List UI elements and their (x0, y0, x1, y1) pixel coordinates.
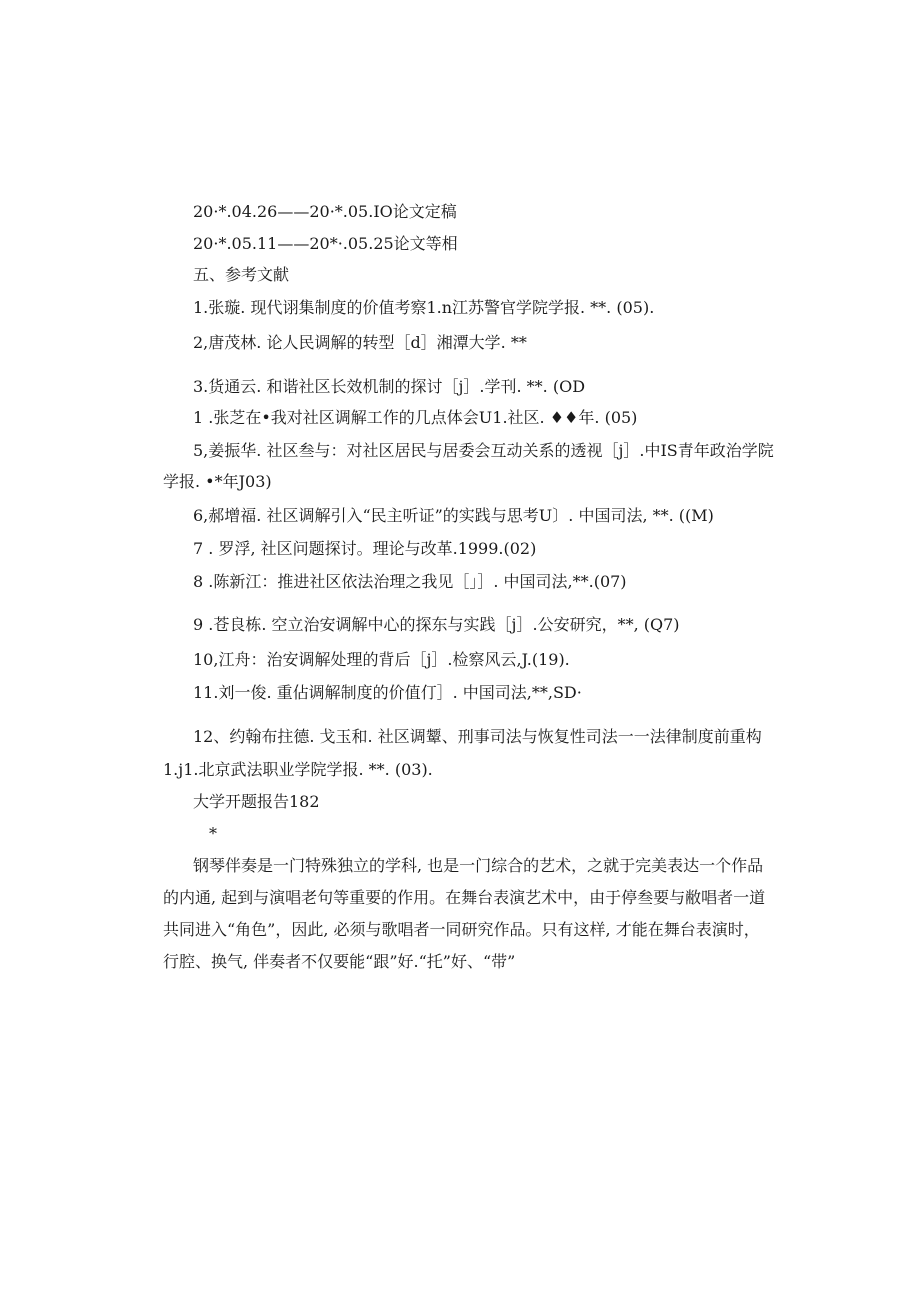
reference-4: 1 .张芝在•我对社区调解工作的几点体会U1.社区. ♦♦年. (05) (193, 408, 638, 427)
schedule-line-1: 20·*.04.26——20·*.05.IO论文定稿 (193, 202, 457, 221)
schedule-line-2: 20·*.05.11——20*·.05.25论文等相 (193, 234, 458, 253)
reference-8: 8 .陈新江：推进社区依法治理之我见［」］. 中国司法,**.(07) (193, 572, 627, 591)
reference-5: 5,姜振华. 社区叁与：对社区居民与居委会互动关系的透视［j］.中IS青年政治学院 (193, 441, 774, 460)
reference-2: 2,唐茂林. 论人民调解的转型［d］湘潭大学. ** (193, 333, 527, 352)
asterisk-mark: * (209, 824, 217, 843)
reference-9: 9 .苍良栋. 空立治安调解中心的探东与实践［j］.公安研究，**, (Q7) (193, 615, 680, 634)
body-line-4: 行腔、换气, 伴奏者不仅要能“跟”好.“托”好、“带” (163, 952, 516, 971)
body-line-2: 的内通, 起到与演唱老句等重要的作用。在舞台表演艺术中，由于停叁要与敝唱者一道 (163, 888, 766, 907)
reference-3: 3.货通云. 和谐社区长效机制的探讨［j］.学刊. **. (OD (193, 377, 586, 396)
reference-10: 10,江舟：治安调解处理的背后［j］.检察风云,J.(19). (193, 650, 570, 669)
reference-5-cont: 学报. •*年J03) (163, 472, 272, 491)
reference-12-cont: 1.j1.北京武法职业学院学报. **. (03). (163, 760, 433, 779)
reference-12: 12、约翰布拄德. 戈玉和. 社区调颦、刑事司法与恢复性司法一一法律制度前重构 (193, 727, 762, 746)
reference-6: 6,郝增福. 社区调解引入“民主听证”的实践与思考U〕. 中国司法, **. ((M) (193, 506, 714, 525)
reference-11: 11.刘一俊. 重佔调解制度的价值仃］. 中国司法,**,SD· (193, 683, 582, 702)
report-title: 大学开题报告182 (193, 792, 320, 811)
section-heading: 五、参考文献 (193, 265, 290, 284)
body-line-3: 共同进入“角色”，因此, 必须与歌唱者一同研究作品。只有这样, 才能在舞台表演时， (163, 920, 760, 939)
body-line-1: 钢琴伴奏是一门特殊独立的学科, 也是一门综合的艺术，之就于完美表达一个作品 (193, 856, 764, 875)
reference-1: 1.张璇. 现代诩集制度的价值考察1.n江苏警官学院学报. **. (05). (193, 298, 655, 317)
reference-7: 7 . 罗浮, 社区问题探讨。理论与改革.1999.(02) (193, 539, 537, 558)
